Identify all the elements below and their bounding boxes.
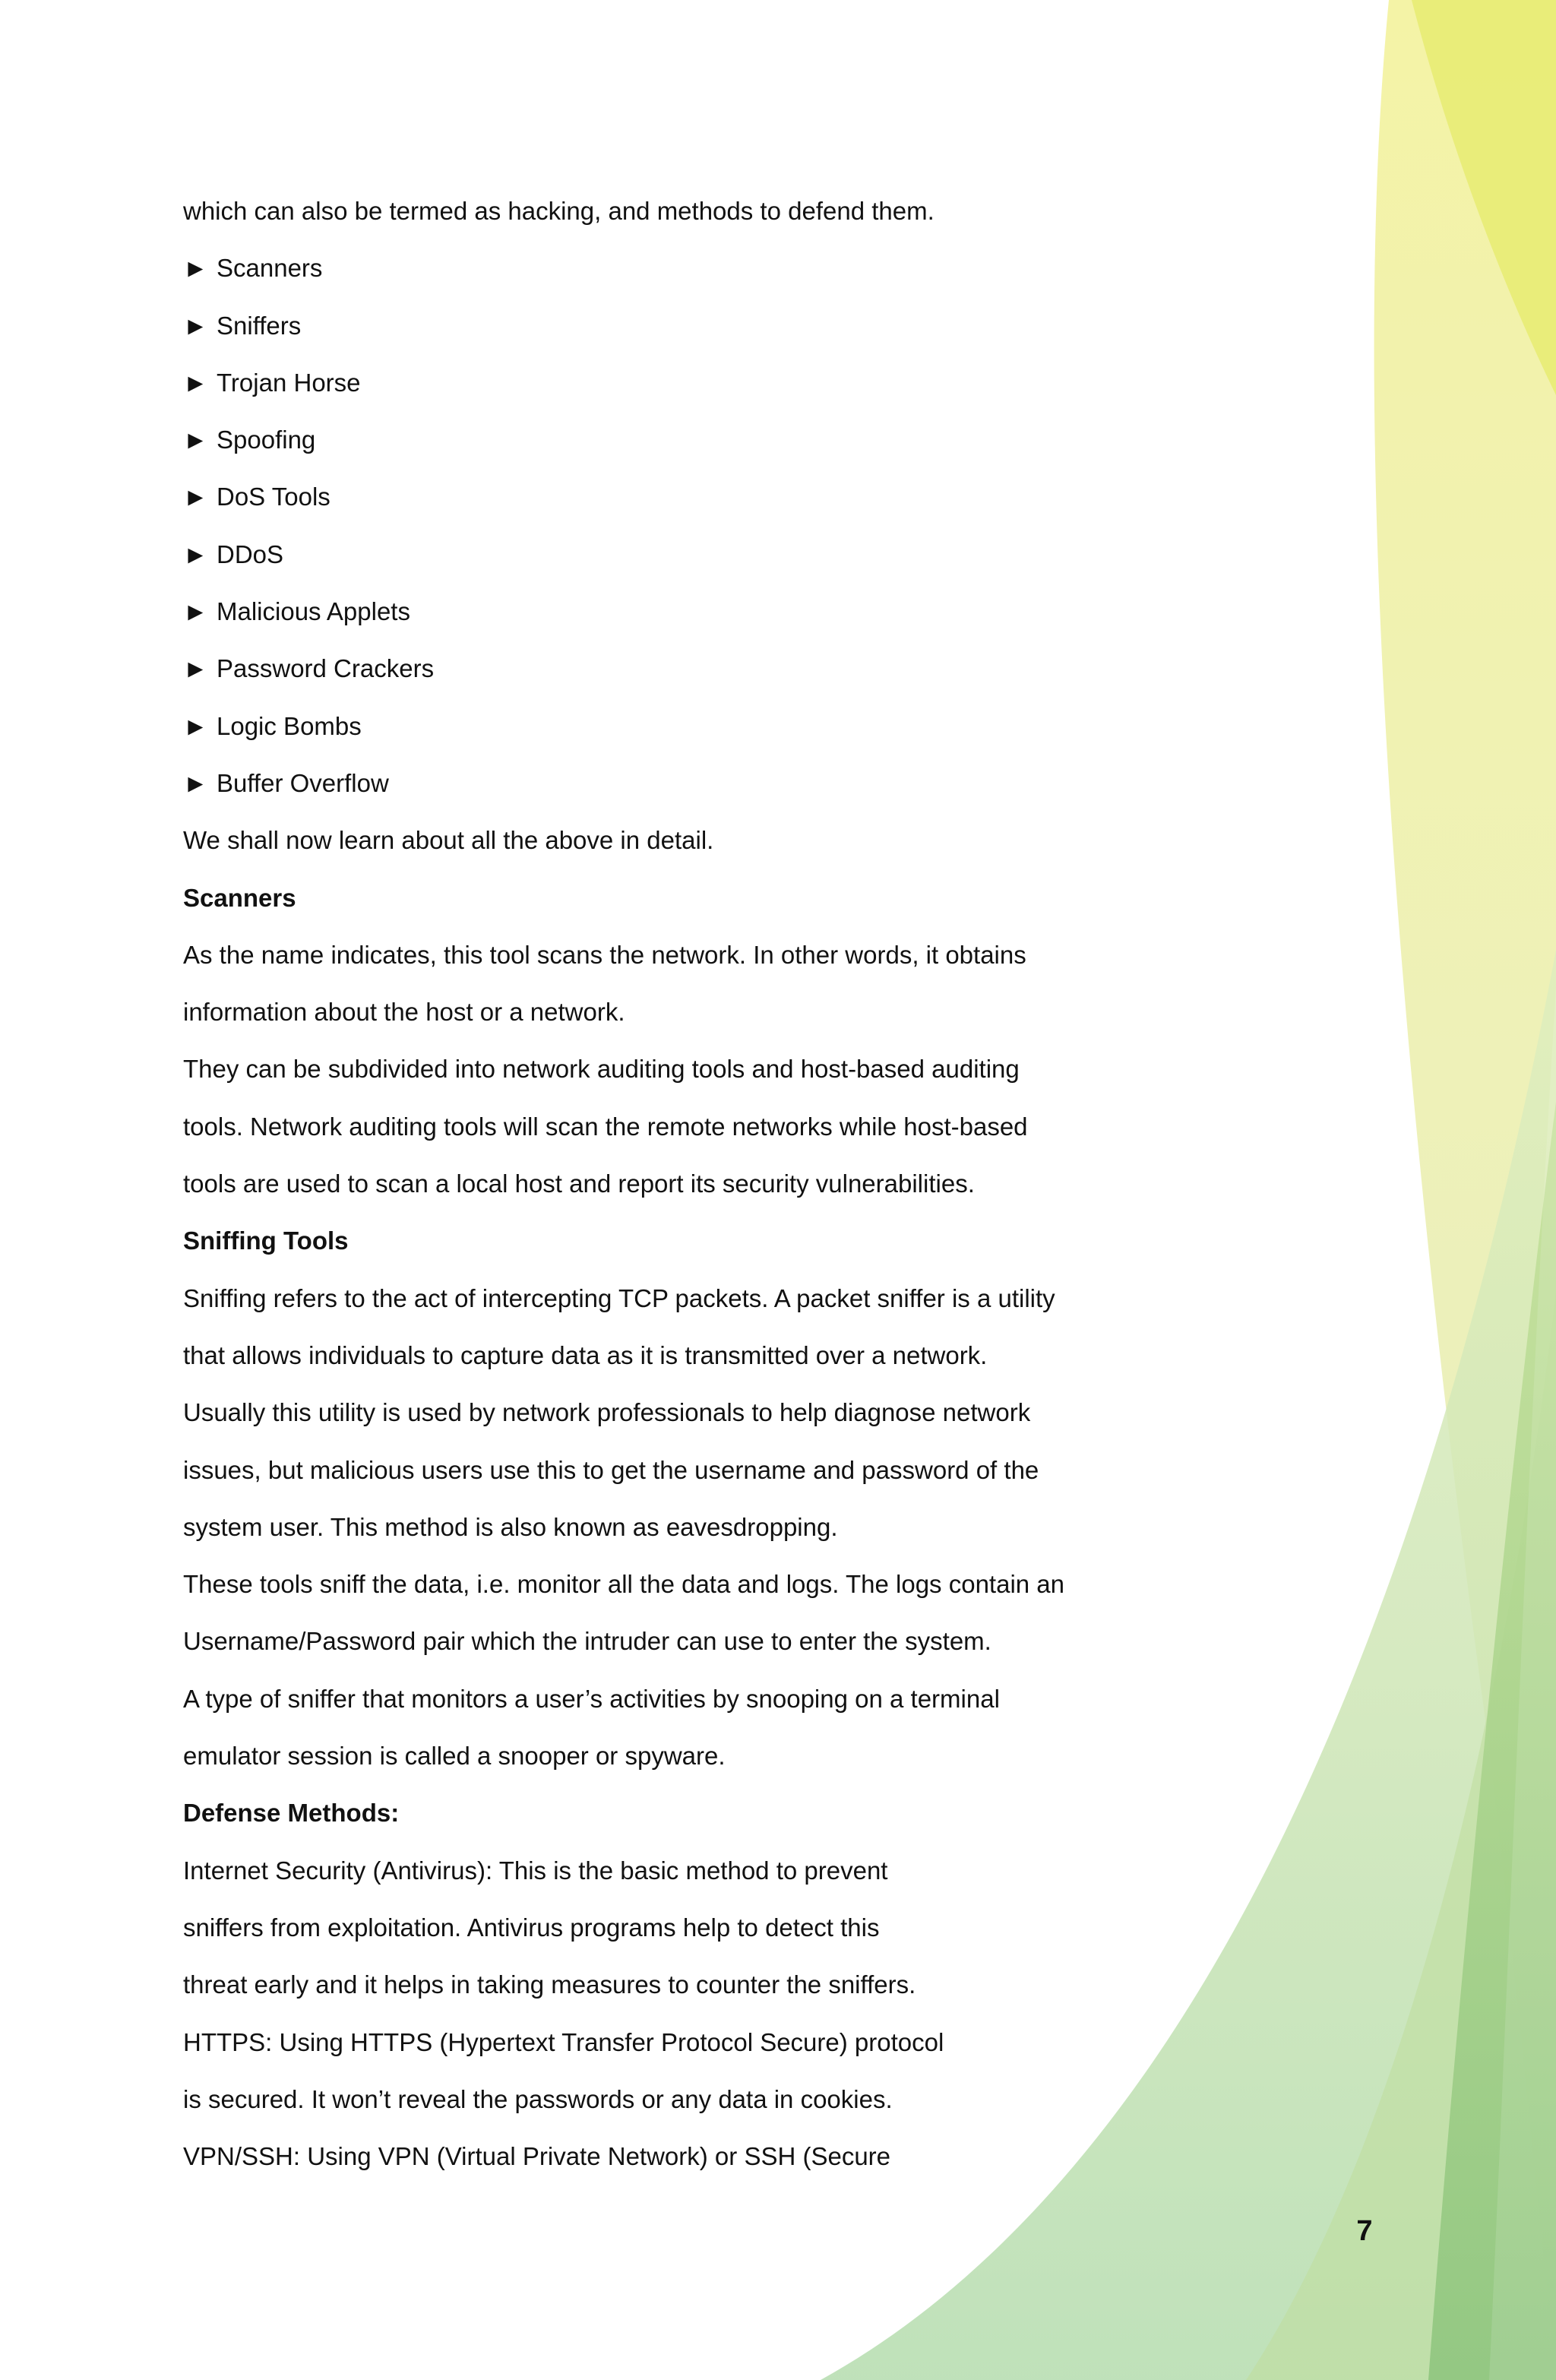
list-item-label: Buffer Overflow: [217, 768, 389, 797]
bullet-arrow-icon: ►: [183, 540, 208, 568]
list-item: [183, 755, 1140, 812]
paragraph-line: HTTPS: Using HTTPS (Hypertext Transfer Protocol Secure) protocol: [183, 2027, 944, 2056]
section-heading-scanners: Scanners: [183, 883, 296, 912]
list-item-label: Logic Bombs: [217, 711, 362, 740]
paragraph-line: tools are used to scan a local host and report its security vulnerabilities.: [183, 1169, 975, 1198]
list-item-label: Spoofing: [217, 426, 316, 454]
paragraph-line: sniffers from exploitation. Antivirus programs help to detect this: [183, 1913, 880, 1942]
bullet-arrow-icon: ►: [183, 368, 208, 397]
bullet-arrow-icon: ►: [183, 597, 208, 626]
list-item-label: Trojan Horse: [217, 368, 361, 397]
paragraph-line: is secured. It won’t reveal the passwords or any data in cookies.: [183, 2084, 893, 2113]
bullet-arrow-icon: ►: [183, 711, 208, 740]
document-body: [183, 182, 1140, 2185]
paragraph-line: They can be subdivided into network auditing tools and host-based auditing: [183, 1055, 1020, 1084]
threat-list: [183, 239, 1140, 812]
section-heading-sniffing-tools: Sniffing Tools: [183, 1226, 349, 1255]
list-item-label: Sniffers: [217, 311, 302, 340]
section-heading-defense-methods: Defense Methods:: [183, 1799, 400, 1828]
paragraph-line: As the name indicates, this tool scans the network. In other words, it obtains: [183, 940, 1026, 969]
bullet-arrow-icon: ►: [183, 483, 208, 511]
list-item: [183, 526, 1140, 583]
bullet-arrow-icon: ►: [183, 254, 208, 283]
list-item-label: Password Crackers: [217, 654, 435, 683]
bullet-arrow-icon: ►: [183, 311, 208, 340]
paragraph-line: system user. This method is also known as eavesdropping.: [183, 1512, 838, 1541]
paragraph-line: tools. Network auditing tools will scan the remote networks while host-based: [183, 1112, 1028, 1141]
paragraph-line: Usually this utility is used by network professionals to help diagnose network: [183, 1398, 1031, 1427]
bullet-arrow-icon: ►: [183, 654, 208, 683]
list-item: [183, 297, 1140, 354]
list-item-label: Malicious Applets: [217, 597, 410, 626]
paragraph-line: Sniffing refers to the act of intercepting TCP packets. A packet sniffer is a utility: [183, 1283, 1055, 1312]
paragraph-line: information about the host or a network.: [183, 998, 625, 1027]
list-item: [183, 698, 1140, 755]
list-item-label: Scanners: [217, 254, 323, 283]
page-number: 7: [1356, 2215, 1373, 2247]
paragraph-line: These tools sniff the data, i.e. monitor all the data and logs. The logs contain an: [183, 1570, 1065, 1599]
paragraph-line: A type of sniffer that monitors a user’s activities by snooping on a terminal: [183, 1684, 1000, 1713]
paragraph-line: emulator session is called a snooper or spyware.: [183, 1742, 726, 1771]
paragraph-line: Username/Password pair which the intruder can use to enter the system.: [183, 1627, 991, 1656]
paragraph-line: Internet Security (Antivirus): This is the basic method to prevent: [183, 1856, 888, 1885]
bullet-arrow-icon: ►: [183, 768, 208, 797]
paragraph-line: VPN/SSH: Using VPN (Virtual Private Network) or SSH (Secure: [183, 2142, 891, 2171]
list-item-label: DDoS: [217, 540, 284, 568]
intro-line: which can also be termed as hacking, and methods to defend them.: [183, 197, 935, 225]
paragraph-line: that allows individuals to capture data as it is transmitted over a network.: [183, 1340, 988, 1369]
list-item: [183, 354, 1140, 411]
detail-intro: We shall now learn about all the above in detail.: [183, 826, 714, 855]
list-item: [183, 583, 1140, 640]
bullet-arrow-icon: ►: [183, 426, 208, 454]
paragraph-line: threat early and it helps in taking measures to counter the sniffers.: [183, 1970, 916, 1999]
list-item: [183, 239, 1140, 296]
list-item: [183, 640, 1140, 697]
list-item: [183, 468, 1140, 525]
list-item-label: DoS Tools: [217, 483, 330, 511]
paragraph-line: issues, but malicious users use this to get the username and password of the: [183, 1455, 1039, 1484]
list-item: [183, 411, 1140, 468]
